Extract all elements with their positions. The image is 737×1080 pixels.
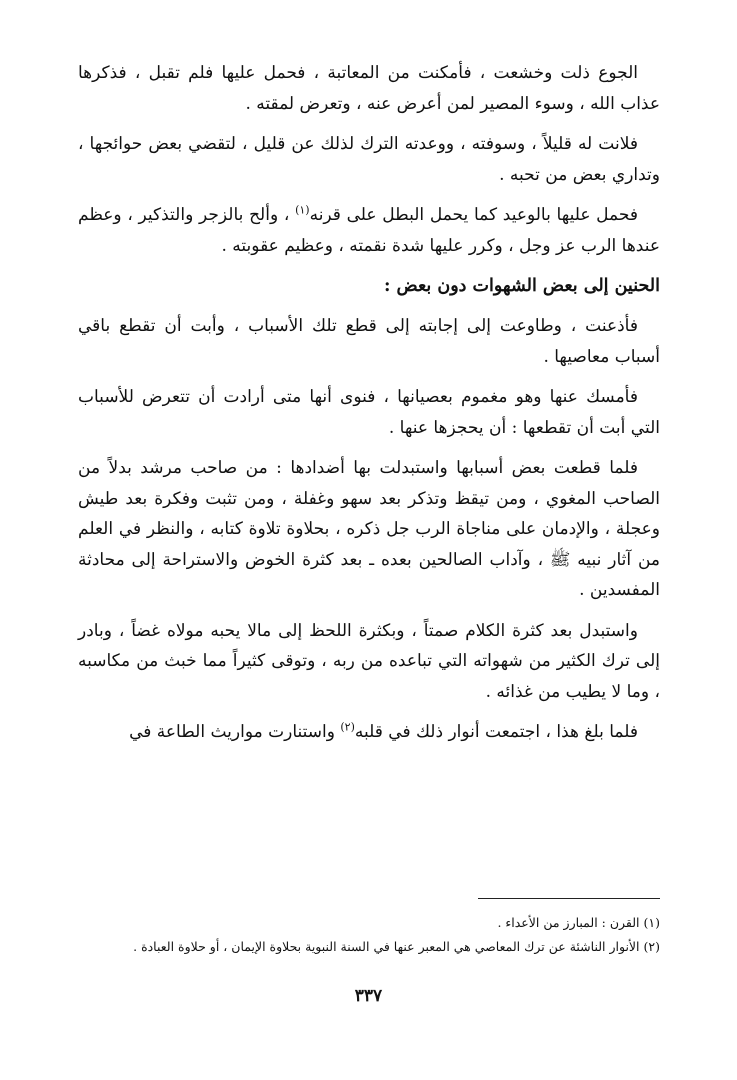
- paragraph-2-text: فلانت له قليلاً ، وسوفته ، ووعدته الترك لذلك عن قليل ، لتقضي بعض حوائجها ، وتداري بعض من تحبه .: [78, 134, 660, 185]
- paragraph-3: [78, 200, 660, 261]
- footnote-ref-2[interactable]: (٢): [340, 720, 355, 734]
- page-number: ٣٣٧: [354, 986, 383, 1006]
- paragraph-5: [78, 382, 660, 443]
- paragraph-8-text-b: واستنارت مواريث الطاعة في: [129, 722, 341, 742]
- paragraph-3-text-b: ، وألح بالزجر والتذكير ، وعظم عندها الرب عز وجل ، وكرر عليها شدة نقمته ، وعظيم عقوبته .: [78, 205, 660, 256]
- paragraph-2: [78, 129, 660, 190]
- paragraph-8: [78, 717, 660, 748]
- footnote-divider: [478, 898, 660, 899]
- paragraph-4-text: فأذعنت ، وطاوعت إلى إجابته إلى قطع تلك الأسباب ، وأبت أن تقطع باقي أسباب معاصيها .: [78, 316, 660, 367]
- paragraph-1: [78, 58, 660, 119]
- paragraph-1-text: الجوع ذلت وخشعت ، فأمكنت من المعاتبة ، فحمل عليها فلم تقبل ، فذكرها عذاب الله ، وسوء المصير لمن أعرض عنه ، وتعرض لمقته .: [78, 63, 660, 114]
- paragraph-7-text: واستبدل بعد كثرة الكلام صمتاً ، وبكثرة اللحظ إلى مالا يحبه مولاه غضاً ، وبادر إلى ترك الكثير من شهواته التي تباعده من ربه ، وتوقى كثيراً مما خبث من مكاسبه ، وما لا يطيب من غذائه .: [78, 620, 660, 702]
- paragraph-6-text: فلما قطعت بعض أسبابها واستبدلت بها أضدادها : من صاحب مرشد بدلاً من الصاحب المغوي ، ومن تيقظ وتذكر بعد سهو وغفلة ، ومن تثبت وفكرة بعد طيش وعجلة ، والإدمان على مناجاة الرب جل ذكره ، بحلاوة تلاوة كتابه ، والنظر في العلم من آثار نبيه ﷺ ، وآداب الصالحين بعده ـ بعد كثرة الخوض والاستراحة إلى محادثة المفسدين .: [78, 458, 660, 600]
- paragraph-3-text-a: فحمل عليها بالوعيد كما يحمل البطل على قرنه: [309, 205, 638, 225]
- paragraph-5-text: فأمسك عنها وهو مغموم بعصيانها ، فنوى أنها متى أرادت أن تتعرض للأسباب التي أبت أن تقطعها : أن يحجزها عنها .: [78, 387, 660, 438]
- paragraph-7: [78, 616, 660, 708]
- footnote-ref-1[interactable]: (١): [295, 203, 310, 217]
- footnote-1: (١) القرن : المبارز من الأعداء .: [497, 915, 660, 930]
- paragraph-6: [78, 453, 660, 606]
- footnote-2: (٢) الأنوار الناشئة عن ترك المعاصي هي المعبر عنها في السنة النبوية بحلاوة الإيمان ، أو حلاوة العبادة .: [133, 939, 660, 954]
- section-heading: الحنين إلى بعض الشهوات دون بعض :: [383, 276, 660, 296]
- paragraph-8-text-a: فلما بلغ هذا ، اجتمعت أنوار ذلك في قلبه: [354, 722, 638, 742]
- main-text: [78, 58, 660, 758]
- footnotes: [78, 898, 660, 959]
- paragraph-4: [78, 311, 660, 372]
